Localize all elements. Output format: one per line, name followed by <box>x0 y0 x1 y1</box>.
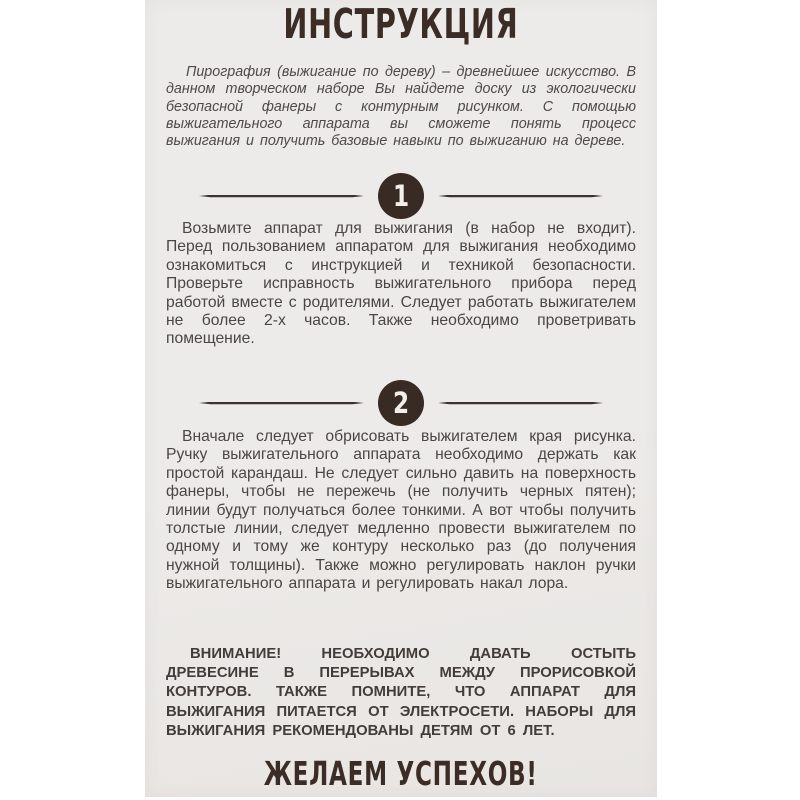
page-title-text: ИНСТРУКЦИЯ <box>283 0 519 48</box>
page-title <box>166 0 636 48</box>
divider-rule-right <box>438 402 603 405</box>
step-2-number-badge <box>378 380 424 426</box>
closing-text: ЖЕЛАЕМ УСПЕХОВ! <box>264 754 538 793</box>
step-2-paragraph: Вначале следует обрисовать выжигателем края рисунка. Ручку выжигательного аппарата необходимо держать как простой карандаш. Не следует сильно давить на поверхность фанеры, чтобы не пережечь (не получить черных пятен); линии будут получаться более тонкими. А вот чтобы получить толстые линии, следует медленно провести выжигателем по одному и тому же контуру несколько раз (до получения нужной толщины). Также можно регулировать наклон ручки выжигательного аппарата и регулировать накал лора. <box>166 428 636 593</box>
closing-line <box>166 754 636 793</box>
divider-rule-left <box>199 195 364 198</box>
step-1-number: 1 <box>392 178 410 213</box>
step-divider-2 <box>166 380 636 426</box>
instruction-sheet <box>145 0 657 797</box>
step-2-number: 2 <box>392 385 410 420</box>
step-1-paragraph: Возьмите аппарат для выжигания (в набор не входит). Перед пользованием аппаратом для выжигания необходимо ознакомиться с инструкцией и техникой безопасности. Проверьте исправность выжигательного прибора перед работой вместе с родителями. Следует работать выжигателем не более 2-х часов. Также необходимо проветривать помещение. <box>166 220 636 348</box>
divider-rule-left <box>199 402 364 405</box>
intro-paragraph: Пирография (выжигание по дереву) – древнейшее искусство. В данном творческом наборе Вы найдете доску из экологически безопасной фанеры с контурным рисунком. С помощью выжигательного аппарата вы сможете понять процесс выжигания и получить базовые навыки по выжиганию на дереве. <box>166 64 636 150</box>
step-1-number-badge <box>378 173 424 219</box>
warning-paragraph: ВНИМАНИЕ! НЕОБХОДИМО ДАВАТЬ ОСТЫТЬ ДРЕВЕСИНЕ В ПЕРЕРЫВАХ МЕЖДУ ПРОРИСОВКОЙ КОНТУРОВ. ТАКЖЕ ПОМНИТЕ, ЧТО АППАРАТ ДЛЯ ВЫЖИГАНИЯ ПИТАЕТСЯ ОТ ЭЛЕКТРОСЕТИ. НАБОРЫ ДЛЯ ВЫЖИГАНИЯ РЕКОМЕНДОВАНЫ ДЕТЯМ ОТ 6 ЛЕТ. <box>166 646 636 739</box>
divider-rule-right <box>438 195 603 198</box>
step-divider-1 <box>166 173 636 219</box>
